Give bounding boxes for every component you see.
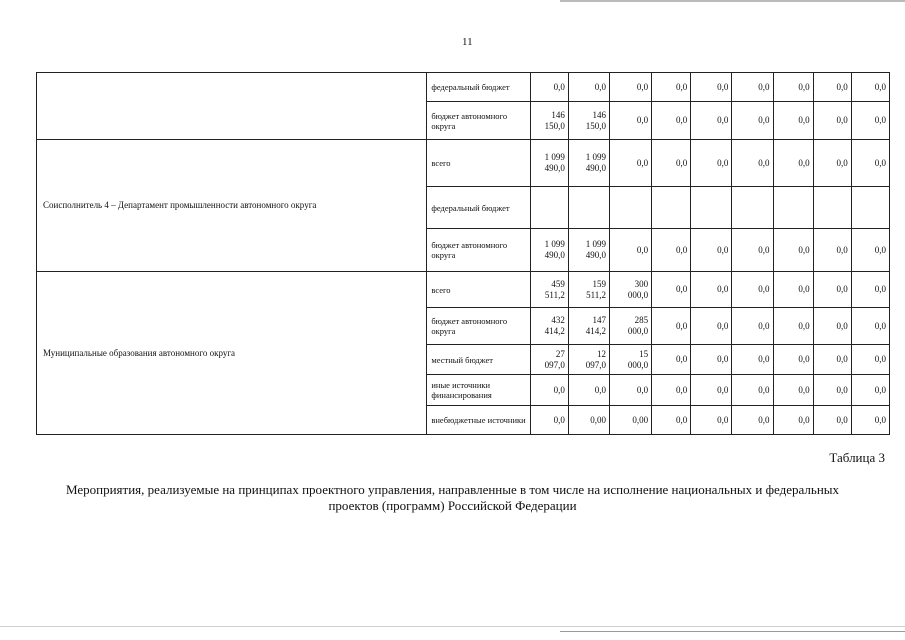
executor-cell: Соисполнитель 4 – Департамент промышленности автономного округа bbox=[37, 140, 427, 272]
table-row bbox=[37, 272, 890, 308]
value-cell: 0,0 bbox=[652, 229, 691, 272]
source-cell: внебюджетные источники bbox=[427, 406, 530, 435]
value-cell: 0,0 bbox=[851, 345, 889, 375]
value-cell: 0,00 bbox=[609, 406, 651, 435]
value-cell: 0,0 bbox=[851, 406, 889, 435]
value-cell: 0,0 bbox=[813, 406, 851, 435]
value-cell: 27 097,0 bbox=[530, 345, 568, 375]
value-cell bbox=[568, 187, 609, 229]
value-cell: 0,0 bbox=[773, 73, 813, 102]
section-heading: Мероприятия, реализуемые на принципах проектного управления, направленные в том числе на исполнение национальных и федеральных проектов (программ) Российской Федерации bbox=[65, 482, 840, 513]
value-cell: 0,0 bbox=[732, 375, 773, 406]
value-cell: 0,0 bbox=[773, 406, 813, 435]
value-cell: 0,0 bbox=[652, 345, 691, 375]
value-cell: 0,0 bbox=[773, 345, 813, 375]
value-cell: 0,0 bbox=[732, 308, 773, 345]
value-cell: 0,0 bbox=[530, 375, 568, 406]
value-cell: 0,0 bbox=[813, 102, 851, 140]
value-cell: 0,0 bbox=[773, 308, 813, 345]
value-cell: 0,0 bbox=[813, 308, 851, 345]
value-cell: 0,0 bbox=[652, 73, 691, 102]
value-cell: 0,0 bbox=[609, 73, 651, 102]
scan-edge-bottom-dark bbox=[560, 631, 905, 632]
value-cell: 0,0 bbox=[652, 140, 691, 187]
source-cell: бюджет автономного округа bbox=[427, 102, 530, 140]
value-cell: 0,0 bbox=[691, 345, 732, 375]
value-cell bbox=[732, 187, 773, 229]
value-cell: 0,0 bbox=[851, 272, 889, 308]
financing-table bbox=[36, 72, 890, 435]
value-cell: 0,0 bbox=[691, 73, 732, 102]
value-cell: 0,0 bbox=[652, 272, 691, 308]
value-cell: 1 099 490,0 bbox=[568, 140, 609, 187]
value-cell: 0,0 bbox=[851, 102, 889, 140]
value-cell: 0,0 bbox=[732, 102, 773, 140]
value-cell: 0,0 bbox=[813, 375, 851, 406]
executor-cell bbox=[37, 73, 427, 140]
value-cell: 15 000,0 bbox=[609, 345, 651, 375]
value-cell: 0,0 bbox=[773, 140, 813, 187]
value-cell: 0,0 bbox=[732, 229, 773, 272]
value-cell bbox=[652, 187, 691, 229]
value-cell bbox=[609, 187, 651, 229]
value-cell: 159 511,2 bbox=[568, 272, 609, 308]
value-cell: 0,0 bbox=[851, 73, 889, 102]
value-cell: 0,0 bbox=[568, 375, 609, 406]
source-cell: федеральный бюджет bbox=[427, 187, 530, 229]
value-cell: 0,0 bbox=[773, 375, 813, 406]
value-cell bbox=[773, 187, 813, 229]
source-cell: всего bbox=[427, 140, 530, 187]
value-cell: 0,0 bbox=[691, 272, 732, 308]
value-cell: 0,0 bbox=[732, 345, 773, 375]
value-cell: 0,0 bbox=[691, 308, 732, 345]
value-cell: 0,0 bbox=[530, 406, 568, 435]
value-cell bbox=[530, 187, 568, 229]
value-cell: 0,0 bbox=[773, 272, 813, 308]
value-cell: 0,0 bbox=[652, 102, 691, 140]
value-cell: 0,0 bbox=[652, 308, 691, 345]
value-cell: 0,0 bbox=[732, 140, 773, 187]
value-cell: 12 097,0 bbox=[568, 345, 609, 375]
value-cell: 1 099 490,0 bbox=[530, 229, 568, 272]
value-cell: 0,0 bbox=[568, 73, 609, 102]
table-row bbox=[37, 73, 890, 102]
value-cell: 0,0 bbox=[691, 140, 732, 187]
value-cell bbox=[851, 187, 889, 229]
value-cell: 0,0 bbox=[652, 375, 691, 406]
value-cell: 146 150,0 bbox=[568, 102, 609, 140]
source-cell: всего bbox=[427, 272, 530, 308]
scan-edge-top bbox=[560, 0, 905, 2]
value-cell: 0,0 bbox=[851, 229, 889, 272]
value-cell: 300 000,0 bbox=[609, 272, 651, 308]
value-cell: 147 414,2 bbox=[568, 308, 609, 345]
value-cell: 146 150,0 bbox=[530, 102, 568, 140]
value-cell: 0,0 bbox=[813, 229, 851, 272]
value-cell: 0,0 bbox=[691, 102, 732, 140]
table-row bbox=[37, 140, 890, 187]
table-caption: Таблица 3 bbox=[829, 450, 885, 465]
source-cell: федеральный бюджет bbox=[427, 73, 530, 102]
value-cell: 0,0 bbox=[609, 375, 651, 406]
value-cell: 0,00 bbox=[568, 406, 609, 435]
value-cell: 1 099 490,0 bbox=[530, 140, 568, 187]
value-cell: 0,0 bbox=[691, 406, 732, 435]
value-cell bbox=[813, 187, 851, 229]
scan-edge-bottom bbox=[0, 626, 905, 627]
value-cell: 0,0 bbox=[773, 229, 813, 272]
value-cell: 0,0 bbox=[732, 406, 773, 435]
value-cell: 285 000,0 bbox=[609, 308, 651, 345]
value-cell: 0,0 bbox=[813, 345, 851, 375]
value-cell: 0,0 bbox=[851, 375, 889, 406]
value-cell bbox=[691, 187, 732, 229]
value-cell: 0,0 bbox=[609, 229, 651, 272]
source-cell: местный бюджет bbox=[427, 345, 530, 375]
value-cell: 0,0 bbox=[691, 375, 732, 406]
source-cell: бюджет автономного округа bbox=[427, 308, 530, 345]
value-cell: 1 099 490,0 bbox=[568, 229, 609, 272]
value-cell: 0,0 bbox=[813, 73, 851, 102]
value-cell: 0,0 bbox=[732, 272, 773, 308]
source-cell: бюджет автономного округа bbox=[427, 229, 530, 272]
executor-cell: Муниципальные образования автономного округа bbox=[37, 272, 427, 435]
value-cell: 0,0 bbox=[773, 102, 813, 140]
source-cell: иные источники финансирования bbox=[427, 375, 530, 406]
value-cell: 0,0 bbox=[813, 272, 851, 308]
value-cell: 0,0 bbox=[691, 229, 732, 272]
value-cell: 0,0 bbox=[530, 73, 568, 102]
value-cell: 0,0 bbox=[609, 102, 651, 140]
value-cell: 0,0 bbox=[732, 73, 773, 102]
value-cell: 0,0 bbox=[813, 140, 851, 187]
value-cell: 459 511,2 bbox=[530, 272, 568, 308]
value-cell: 0,0 bbox=[851, 140, 889, 187]
value-cell: 432 414,2 bbox=[530, 308, 568, 345]
value-cell: 0,0 bbox=[609, 140, 651, 187]
value-cell: 0,0 bbox=[652, 406, 691, 435]
value-cell: 0,0 bbox=[851, 308, 889, 345]
page-number: 11 bbox=[462, 36, 473, 48]
